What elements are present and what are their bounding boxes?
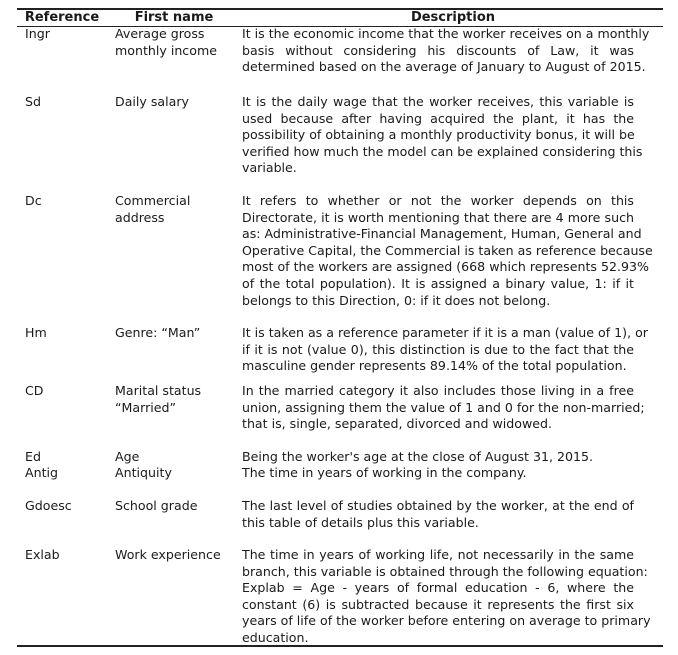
row-antig-reference: Antig xyxy=(25,465,59,480)
description-line: verified how much the model can be explained considering this xyxy=(242,143,643,159)
description-line: It is taken as a reference parameter if it is a man (value of 1), or xyxy=(242,325,648,340)
description-line: Operative Capital, the Commercial is taken as reference because xyxy=(242,242,653,258)
row-gdoesc-reference: Gdoesc xyxy=(25,498,72,513)
description-line: union, assigning them the value of 1 and 0 for the non-married; xyxy=(242,399,645,415)
description-line: It is the economic income that the worker receives on a monthly xyxy=(242,26,650,41)
description-line: constant (6) is subtracted because it represents the first six xyxy=(242,596,634,612)
description-line: belongs to this Direction, 0: if it does not belong. xyxy=(242,292,551,308)
description-line: In the married category it also includes those living in a free xyxy=(242,383,634,398)
description-line: It refers to whether or not the worker depends on this xyxy=(242,193,634,208)
row-dc-description xyxy=(242,193,653,309)
row-gdoesc-description xyxy=(242,498,634,531)
description-line: basis without considering his discounts of Law, it was xyxy=(242,42,634,58)
row-hm-description xyxy=(242,325,648,375)
row-ed-reference: Ed xyxy=(25,449,41,464)
description-line: as: Administrative-Financial Management, Human, General and xyxy=(242,226,642,242)
row-gdoesc-first-name: School grade xyxy=(115,498,198,513)
description-line: most of the workers are assigned (668 which represents 52.93% xyxy=(242,259,649,275)
row-sd-reference: Sd xyxy=(25,94,41,109)
header-reference: Reference xyxy=(24,10,100,25)
row-exlab-reference: Exlab xyxy=(25,547,60,562)
row-antig-first-name: Antiquity xyxy=(115,465,172,480)
description-line: this table of details plus this variable. xyxy=(242,514,479,530)
row-antig-description xyxy=(242,465,634,482)
description-line: branch, this variable is obtained through the following equation: xyxy=(242,563,648,579)
row-cd-reference: CD xyxy=(25,383,44,398)
description-line: Explab = Age - years of formal education - 6, where the xyxy=(242,580,634,596)
row-sd-first-name: Daily salary xyxy=(115,94,189,109)
description-line: possibility of obtaining a monthly productivity bonus, it will be xyxy=(242,127,635,143)
row-sd-description xyxy=(242,94,643,177)
row-hm-reference: Hm xyxy=(25,325,47,340)
row-ed-first-name: Age xyxy=(115,449,140,464)
description-line: The time in years of working life, not necessarily in the same xyxy=(242,547,634,562)
row-cd-first-name: Marital status “Married” xyxy=(115,383,202,415)
description-line: that is, single, separated, divorced and widowed. xyxy=(242,416,552,432)
description-line: if it is not (value 0), this distinction is due to the fact that the xyxy=(242,341,634,357)
description-line: of the total population). It is assigned a binary value, 1: if it xyxy=(242,275,634,291)
row-dc-first-name: Commercial address xyxy=(115,193,191,225)
row-exlab-first-name: Work experience xyxy=(115,547,221,562)
description-line: used because after having acquired the plant, it has the xyxy=(242,110,634,126)
description-line: It is the daily wage that the worker receives, this variable is xyxy=(242,94,634,109)
row-ingr-first-name: Average gross monthly income xyxy=(115,26,217,58)
description-line: variable. xyxy=(242,160,297,176)
description-line: Being the worker's age at the close of August 31, 2015. xyxy=(242,449,594,464)
description-line: masculine gender represents 89.14% of the total population. xyxy=(242,358,627,374)
row-ingr-description xyxy=(242,26,650,76)
description-line: Directorate, it is worth mentioning that there are 4 more such xyxy=(242,209,634,225)
description-line: years of life of the worker before entering on average to primary xyxy=(242,613,651,629)
row-ed-description xyxy=(242,449,634,466)
header-first-name: First name xyxy=(134,10,214,25)
header-description: Description xyxy=(410,10,496,25)
table-bottom-rule xyxy=(17,645,663,647)
description-line: The last level of studies obtained by the worker, at the end of xyxy=(242,498,634,513)
row-dc-reference: Dc xyxy=(25,193,42,208)
description-line: determined based on the average of January to August of 2015. xyxy=(242,59,646,75)
row-cd-description xyxy=(242,383,645,433)
row-hm-first-name: Genre: “Man” xyxy=(115,325,201,340)
row-exlab-description xyxy=(242,547,651,647)
description-line: The time in years of working in the company. xyxy=(242,465,527,480)
row-ingr-reference: Ingr xyxy=(25,26,50,41)
description-line: education. xyxy=(242,629,309,645)
